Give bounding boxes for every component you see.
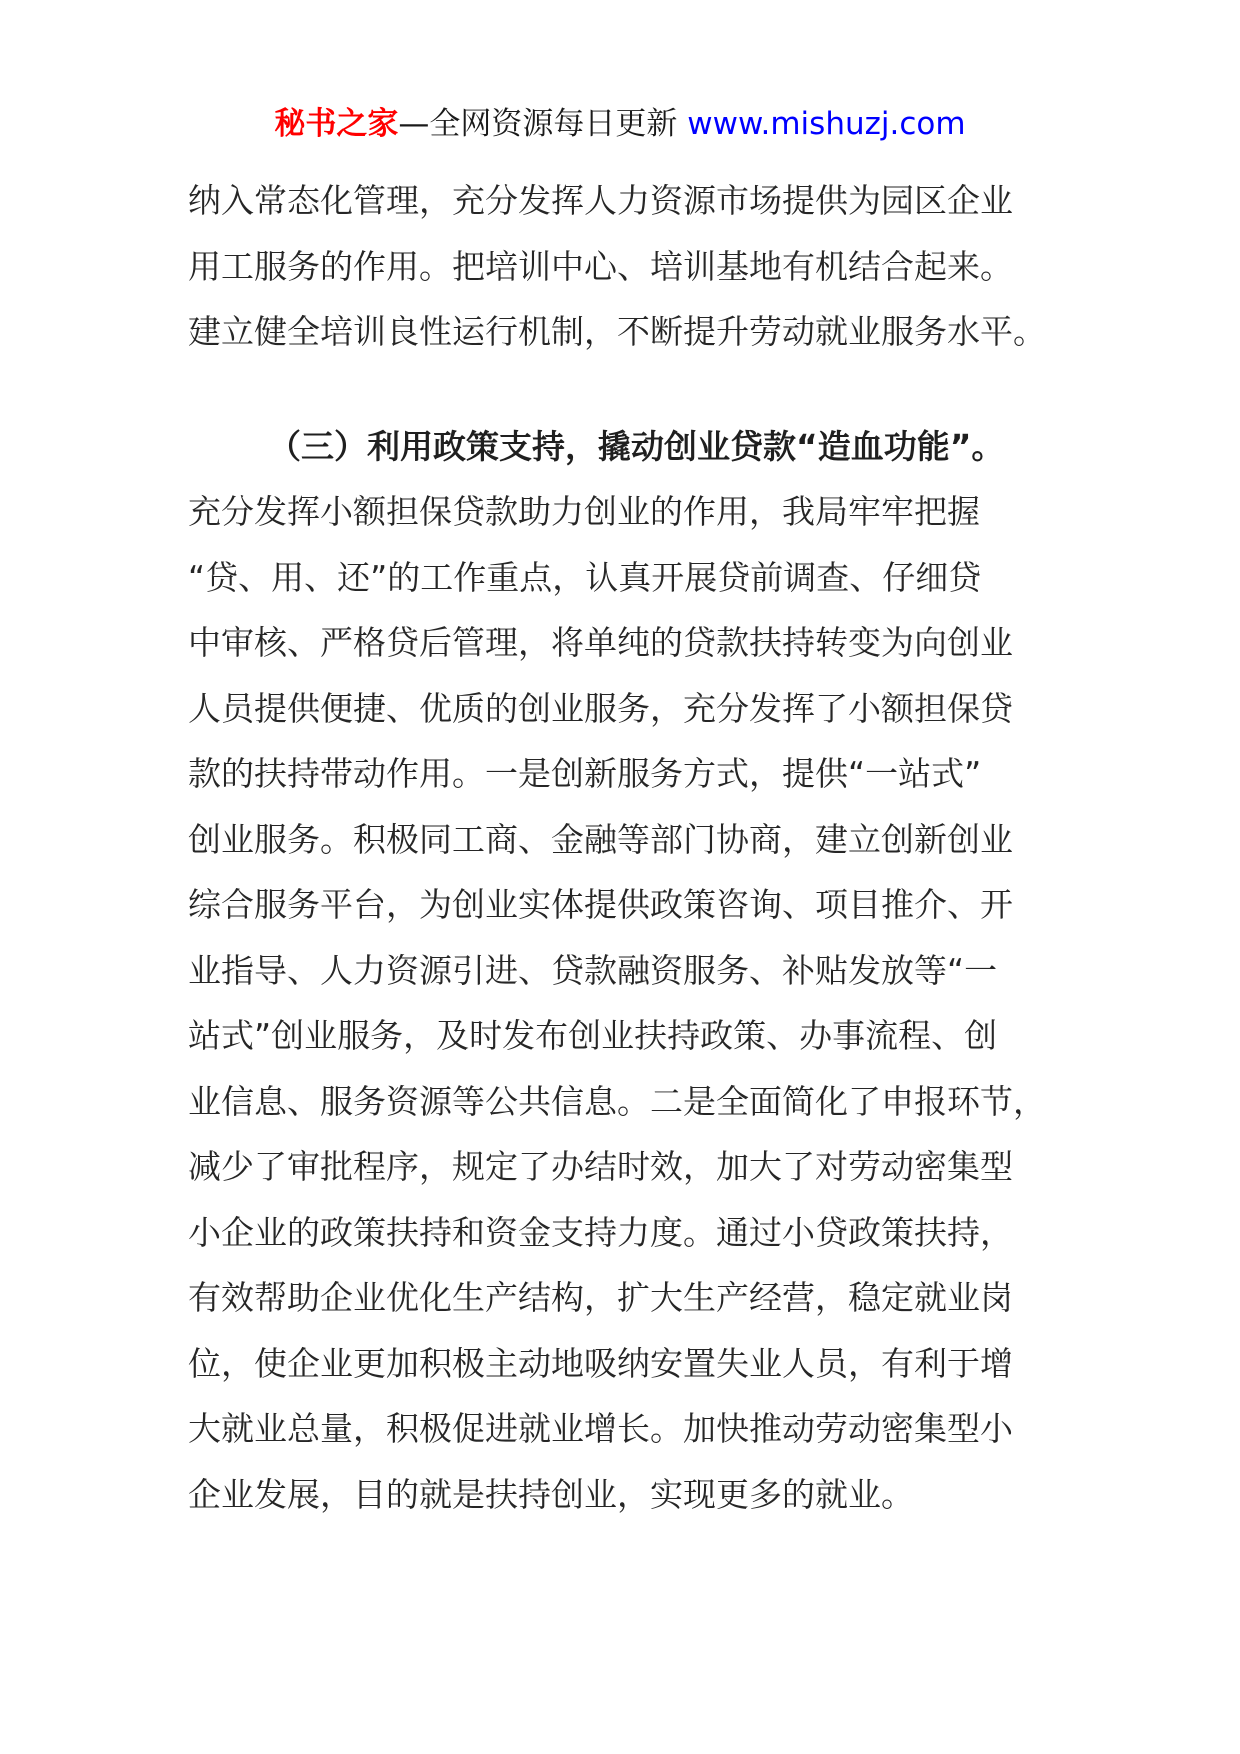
document-body bbox=[188, 168, 1068, 1527]
paragraph-spacer bbox=[188, 365, 1068, 414]
text-line: 充分发挥小额担保贷款助力创业的作用，我局牢牢把握 bbox=[188, 492, 980, 531]
paragraph-1 bbox=[188, 168, 1068, 365]
text-line: 减少了审批程序，规定了办结时效，加大了对劳动密集型 bbox=[188, 1147, 1013, 1186]
text-line: 创业服务。积极同工商、金融等部门协商，建立创新创业 bbox=[188, 819, 1013, 859]
text-line: 企业发展，目的就是扶持创业，实现更多的就业。 bbox=[188, 1474, 914, 1514]
section-heading: （三）利用政策支持，撬动创业贷款“造血功能”。 bbox=[268, 426, 1005, 466]
text-line: 纳入常态化管理，充分发挥人力资源市场提供为园区企业 bbox=[188, 181, 1013, 220]
text-line: 站式”创业服务，及时发布创业扶持政策、办事流程、创 bbox=[188, 1016, 998, 1055]
text-line: 人员提供便捷、优质的创业服务，充分发挥了小额担保贷 bbox=[188, 688, 1013, 728]
text-line: 小企业的政策扶持和资金支持力度。通过小贷政策扶持， bbox=[188, 1212, 1013, 1252]
text-line: 大就业总量，积极促进就业增长。加快推动劳动密集型小 bbox=[188, 1409, 1013, 1448]
text-line: 建立健全培训良性运行机制，不断提升劳动就业服务水平。 bbox=[188, 312, 1046, 351]
text-line: 款的扶持带动作用。一是创新服务方式，提供“一站式” bbox=[188, 754, 982, 793]
text-line: 用工服务的作用。把培训中心、培训基地有机结合起来。 bbox=[188, 246, 1013, 286]
text-line: 业指导、人力资源引进、贷款融资服务、补贴发放等“一 bbox=[188, 950, 998, 990]
site-url-link[interactable]: www.mishuzj.com bbox=[687, 106, 966, 142]
text-line: 业信息、服务资源等公共信息。二是全面简化了申报环节， bbox=[188, 1081, 1046, 1121]
section-3 bbox=[188, 414, 1068, 1528]
text-line: 综合服务平台，为创业实体提供政策咨询、项目推介、开 bbox=[188, 885, 1013, 924]
text-line: 位，使企业更加积极主动地吸纳安置失业人员，有利于增 bbox=[188, 1343, 1013, 1383]
site-tagline: —全网资源每日更新 bbox=[398, 106, 688, 142]
text-line: “贷、用、还”的工作重点，认真开展贷前调查、仔细贷 bbox=[188, 557, 982, 597]
site-header bbox=[0, 102, 1240, 146]
text-line: 有效帮助企业优化生产结构，扩大生产经营，稳定就业岗 bbox=[188, 1278, 1013, 1317]
site-brand: 秘书之家 bbox=[274, 106, 399, 142]
text-line: 中审核、严格贷后管理，将单纯的贷款扶持转变为向创业 bbox=[188, 623, 1013, 662]
